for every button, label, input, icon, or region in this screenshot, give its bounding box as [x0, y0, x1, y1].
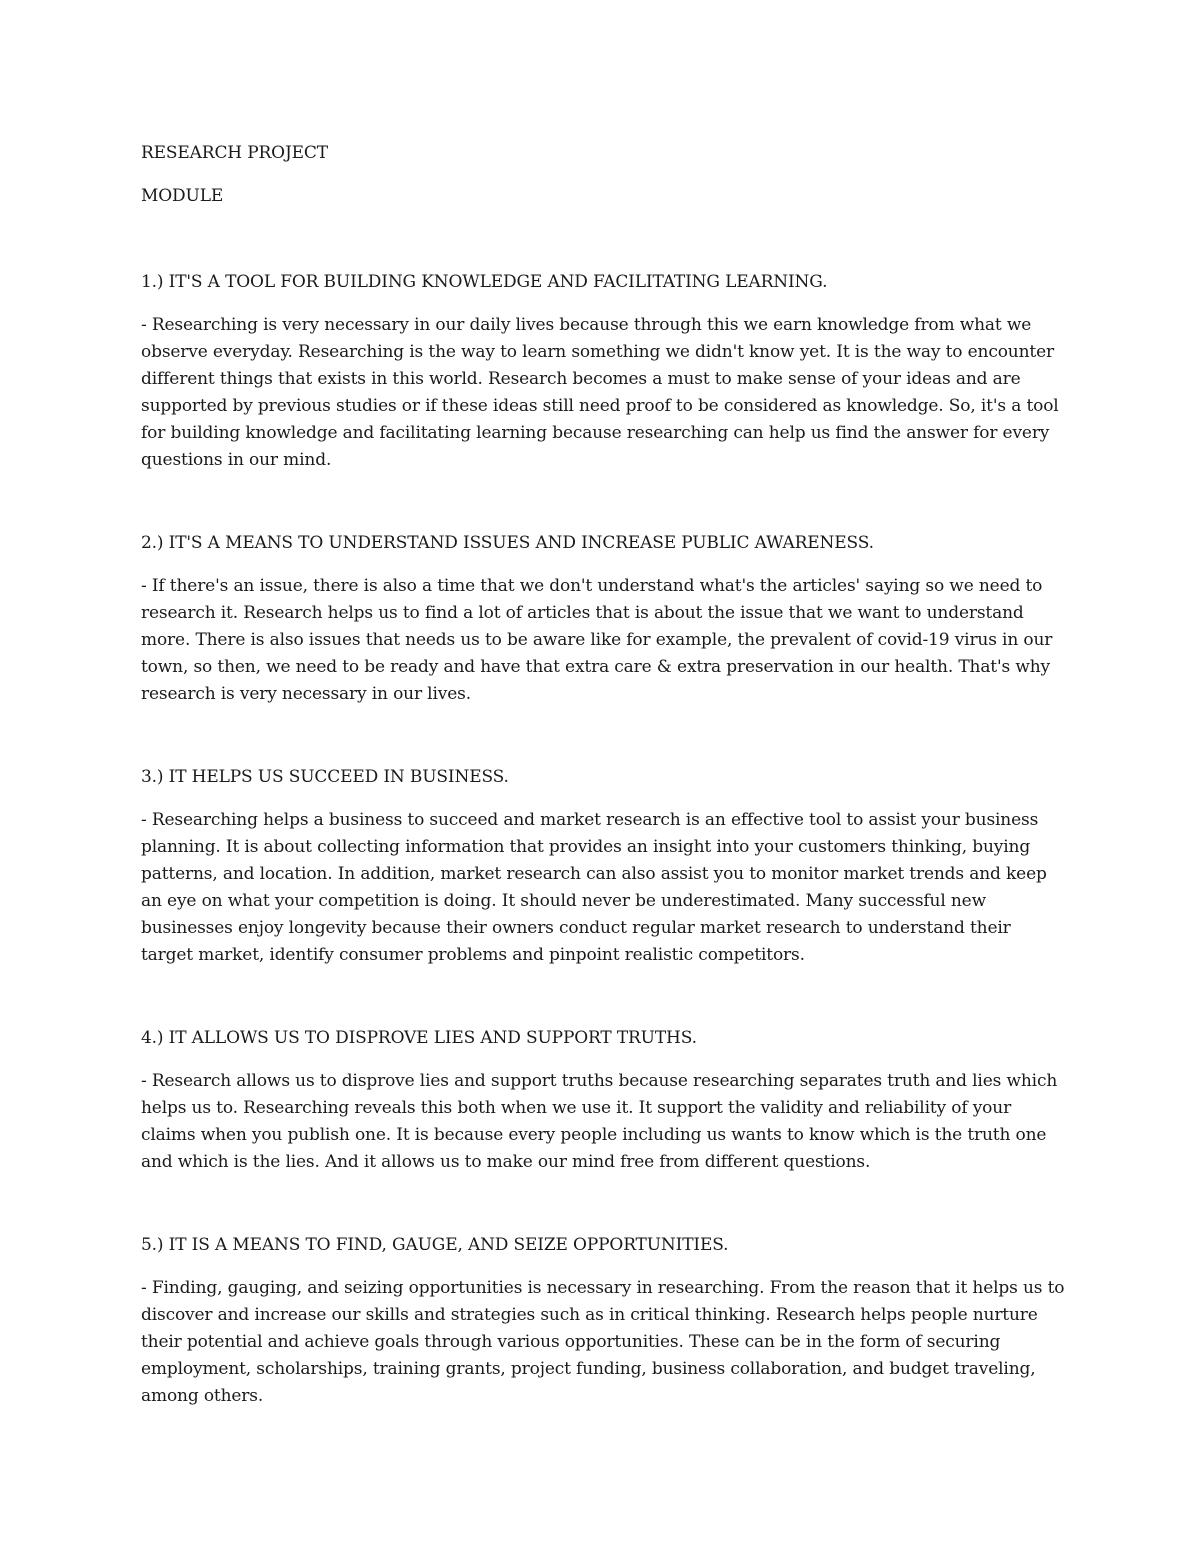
document-title: RESEARCH PROJECT [141, 143, 328, 163]
section-heading: 1.) IT'S A TOOL FOR BUILDING KNOWLEDGE AND FACILITATING LEARNING. [141, 272, 828, 292]
section-body: - Finding, gauging, and seizing opportunities is necessary in researching. From the reason that it helps us to discover and increase our skills and strategies such as in critical thinking. Research helps people nurture their potential and achieve goals through various opportunities. These can be in the form of securing employment, scholarships, training grants, project funding, business collaboration, and budget traveling, among others. [141, 1278, 1065, 1406]
section-body: - If there's an issue, there is also a time that we don't understand what's the articles' saying so we need to research it. Research helps us to find a lot of articles that is about the issue that we want to understand more. There is also issues that needs us to be aware like for example, the prevalent of covid-19 virus in our town, so then, we need to be ready and have that extra care & extra preservation in our health. That's why research is very necessary in our lives. [141, 576, 1053, 704]
section-body: - Researching is very necessary in our daily lives because through this we earn knowledge from what we observe everyday. Researching is the way to learn something we didn't know yet. It is the way to encounter different things that exists in this world. Research becomes a must to make sense of your ideas and are supported by previous studies or if these ideas still need proof to be considered as knowledge. So, it's a tool for building knowledge and facilitating learning because researching can help us find the answer for every questions in our mind. [141, 315, 1059, 470]
section-1 [141, 269, 1066, 474]
section-heading: 3.) IT HELPS US SUCCEED IN BUSINESS. [141, 767, 509, 787]
section-2 [141, 530, 1066, 708]
section-4 [141, 1025, 1066, 1176]
section-heading: 4.) IT ALLOWS US TO DISPROVE LIES AND SUPPORT TRUTHS. [141, 1028, 697, 1048]
section-3 [141, 764, 1066, 969]
section-body: - Researching helps a business to succeed and market research is an effective tool to assist your business planning. It is about collecting information that provides an insight into your customers thinking, buying patterns, and location. In addition, market research can also assist you to monitor market trends and keep an eye on what your competition is doing. It should never be underestimated. Many successful new businesses enjoy longevity because their owners conduct regular market research to understand their target market, identify consumer problems and pinpoint realistic competitors. [141, 810, 1047, 965]
section-heading: 2.) IT'S A MEANS TO UNDERSTAND ISSUES AND INCREASE PUBLIC AWARENESS. [141, 533, 874, 553]
document-subtitle: MODULE [141, 186, 224, 206]
section-5 [141, 1232, 1066, 1410]
document-content [141, 140, 1066, 1410]
section-body: - Research allows us to disprove lies and support truths because researching separates truth and lies which helps us to. Researching reveals this both when we use it. It support the validity and reliability of your claims when you publish one. It is because every people including us wants to know which is the truth one and which is the lies. And it allows us to make our mind free from different questions. [141, 1071, 1058, 1172]
section-heading: 5.) IT IS A MEANS TO FIND, GAUGE, AND SEIZE OPPORTUNITIES. [141, 1235, 729, 1255]
